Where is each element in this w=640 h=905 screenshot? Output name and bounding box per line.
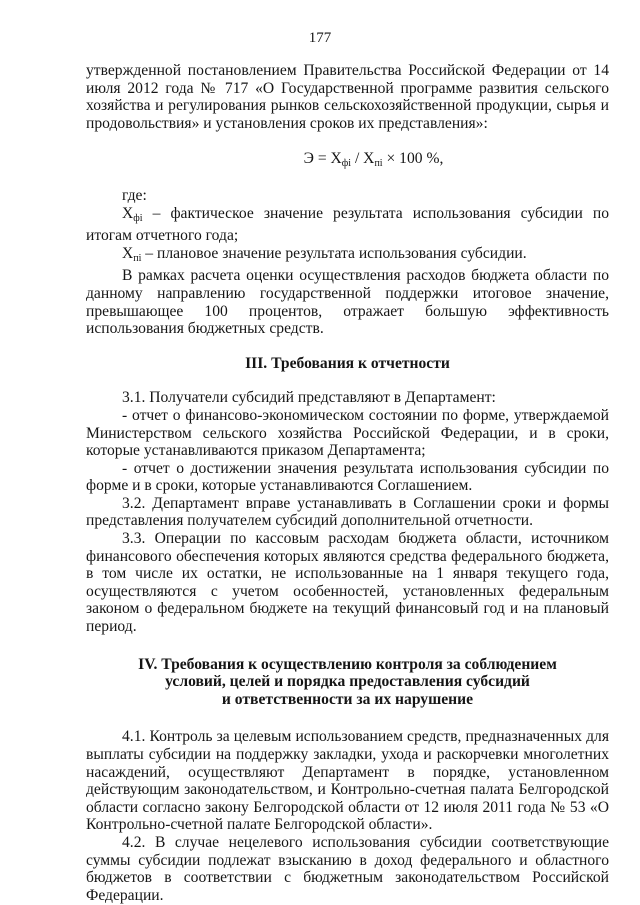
where-label: где:: [122, 186, 147, 204]
formula-sub-plan: пi: [374, 158, 383, 170]
page-number: 177: [308, 30, 332, 46]
definition-fact-sub: фi: [133, 212, 143, 224]
section-4-heading-line-1: IV. Требования к осуществлению контроля за соблюдением: [138, 655, 557, 673]
formula-lhs: Э = X: [303, 150, 342, 168]
definition-fact-var: X: [122, 204, 134, 222]
formula-rhs: × 100 %,: [382, 150, 444, 168]
definition-plan-var: X: [122, 244, 134, 262]
formula-sub-fact: фi: [341, 158, 352, 170]
paragraph-intro: утвержденной постановлением Правительства Российской Федерации от 14 июля 2012 года № 717 «О Государственной программе развития сельского хозяйства и регулирования рынков сельскохозяйственной продукции, сырья и продовольствия» и установления сроков их представления»:: [86, 62, 609, 132]
section-4-heading: [86, 656, 609, 709]
paragraph-3-3: 3.3. Операции по кассовым расходам бюджета области, источником финансового обеспечения которых являются средства федерального бюджета, в том числе их остатки, не использованные на 1 января текущего года, осуществляются с учетом особенностей, установленных федеральным законом о федеральном бюджете на текущий финансовый год и на плановый период.: [86, 530, 609, 636]
paragraph-3-1: 3.1. Получатели субсидий представляют в Департамент:: [122, 389, 496, 407]
definition-plan: [86, 245, 609, 268]
document-body: [86, 62, 609, 904]
section-4-heading-line-3: и ответственности за их нарушение: [221, 690, 474, 708]
paragraph-4-2: 4.2. В случае нецелевого использования субсидии соответствующие суммы субсидии подлежат взысканию в доход федерального и областного бюджетов в соответствии с бюджетным законодательством Российской Федерации.: [86, 833, 609, 904]
formula-mid: / X: [351, 150, 375, 168]
paragraph-3-1-item-2: - отчет о достижении значения результата использования субсидии по форме и в сроки, которые устанавливаются Соглашением.: [86, 459, 609, 495]
section-3-heading: III. Требования к отчетности: [245, 354, 450, 372]
definition-plan-sub: пi: [133, 252, 142, 264]
paragraph-3-1-item-1: - отчет о финансово-экономическом состоянии по форме, утверждаемой Министерством сельского хозяйства Российской Федерации, и в сроки, которые устанавливаются приказом Департамента;: [86, 406, 609, 460]
paragraph-evaluation: В рамках расчета оценки осуществления расходов бюджета области по данному направлению государственной поддержки итоговое значение, превышающее 100 процентов, отражает большую эффективность использования бюджетных средств.: [86, 267, 609, 338]
definition-fact: [86, 205, 609, 245]
paragraph-4-1: 4.1. Контроль за целевым использованием средств, предназначенных для выплаты субсидии на поддержку закладки, ухода и раскорчевки многолетних насаждений, осуществляют Департамент в порядке, установленном действующим законодательством, и Контрольно-счетная палата Белгородской области согласно закону Белгородской области от 12 июля 2011 года № 53 «О Контрольно-счетной палате Белгородской области».: [86, 728, 609, 834]
definition-plan-text: – плановое значение результата использования субсидии.: [141, 244, 527, 262]
formula: [138, 150, 609, 173]
paragraph-3-2: 3.2. Департамент вправе устанавливать в Соглашении сроки и формы представления получателем субсидий дополнительной отчетности.: [86, 494, 609, 530]
definition-fact-text: – фактическое значение результата использования субсидии по итогам отчетного года;: [86, 204, 609, 245]
section-4-heading-line-2: условий, целей и порядка предоставления субсидий: [165, 673, 530, 691]
